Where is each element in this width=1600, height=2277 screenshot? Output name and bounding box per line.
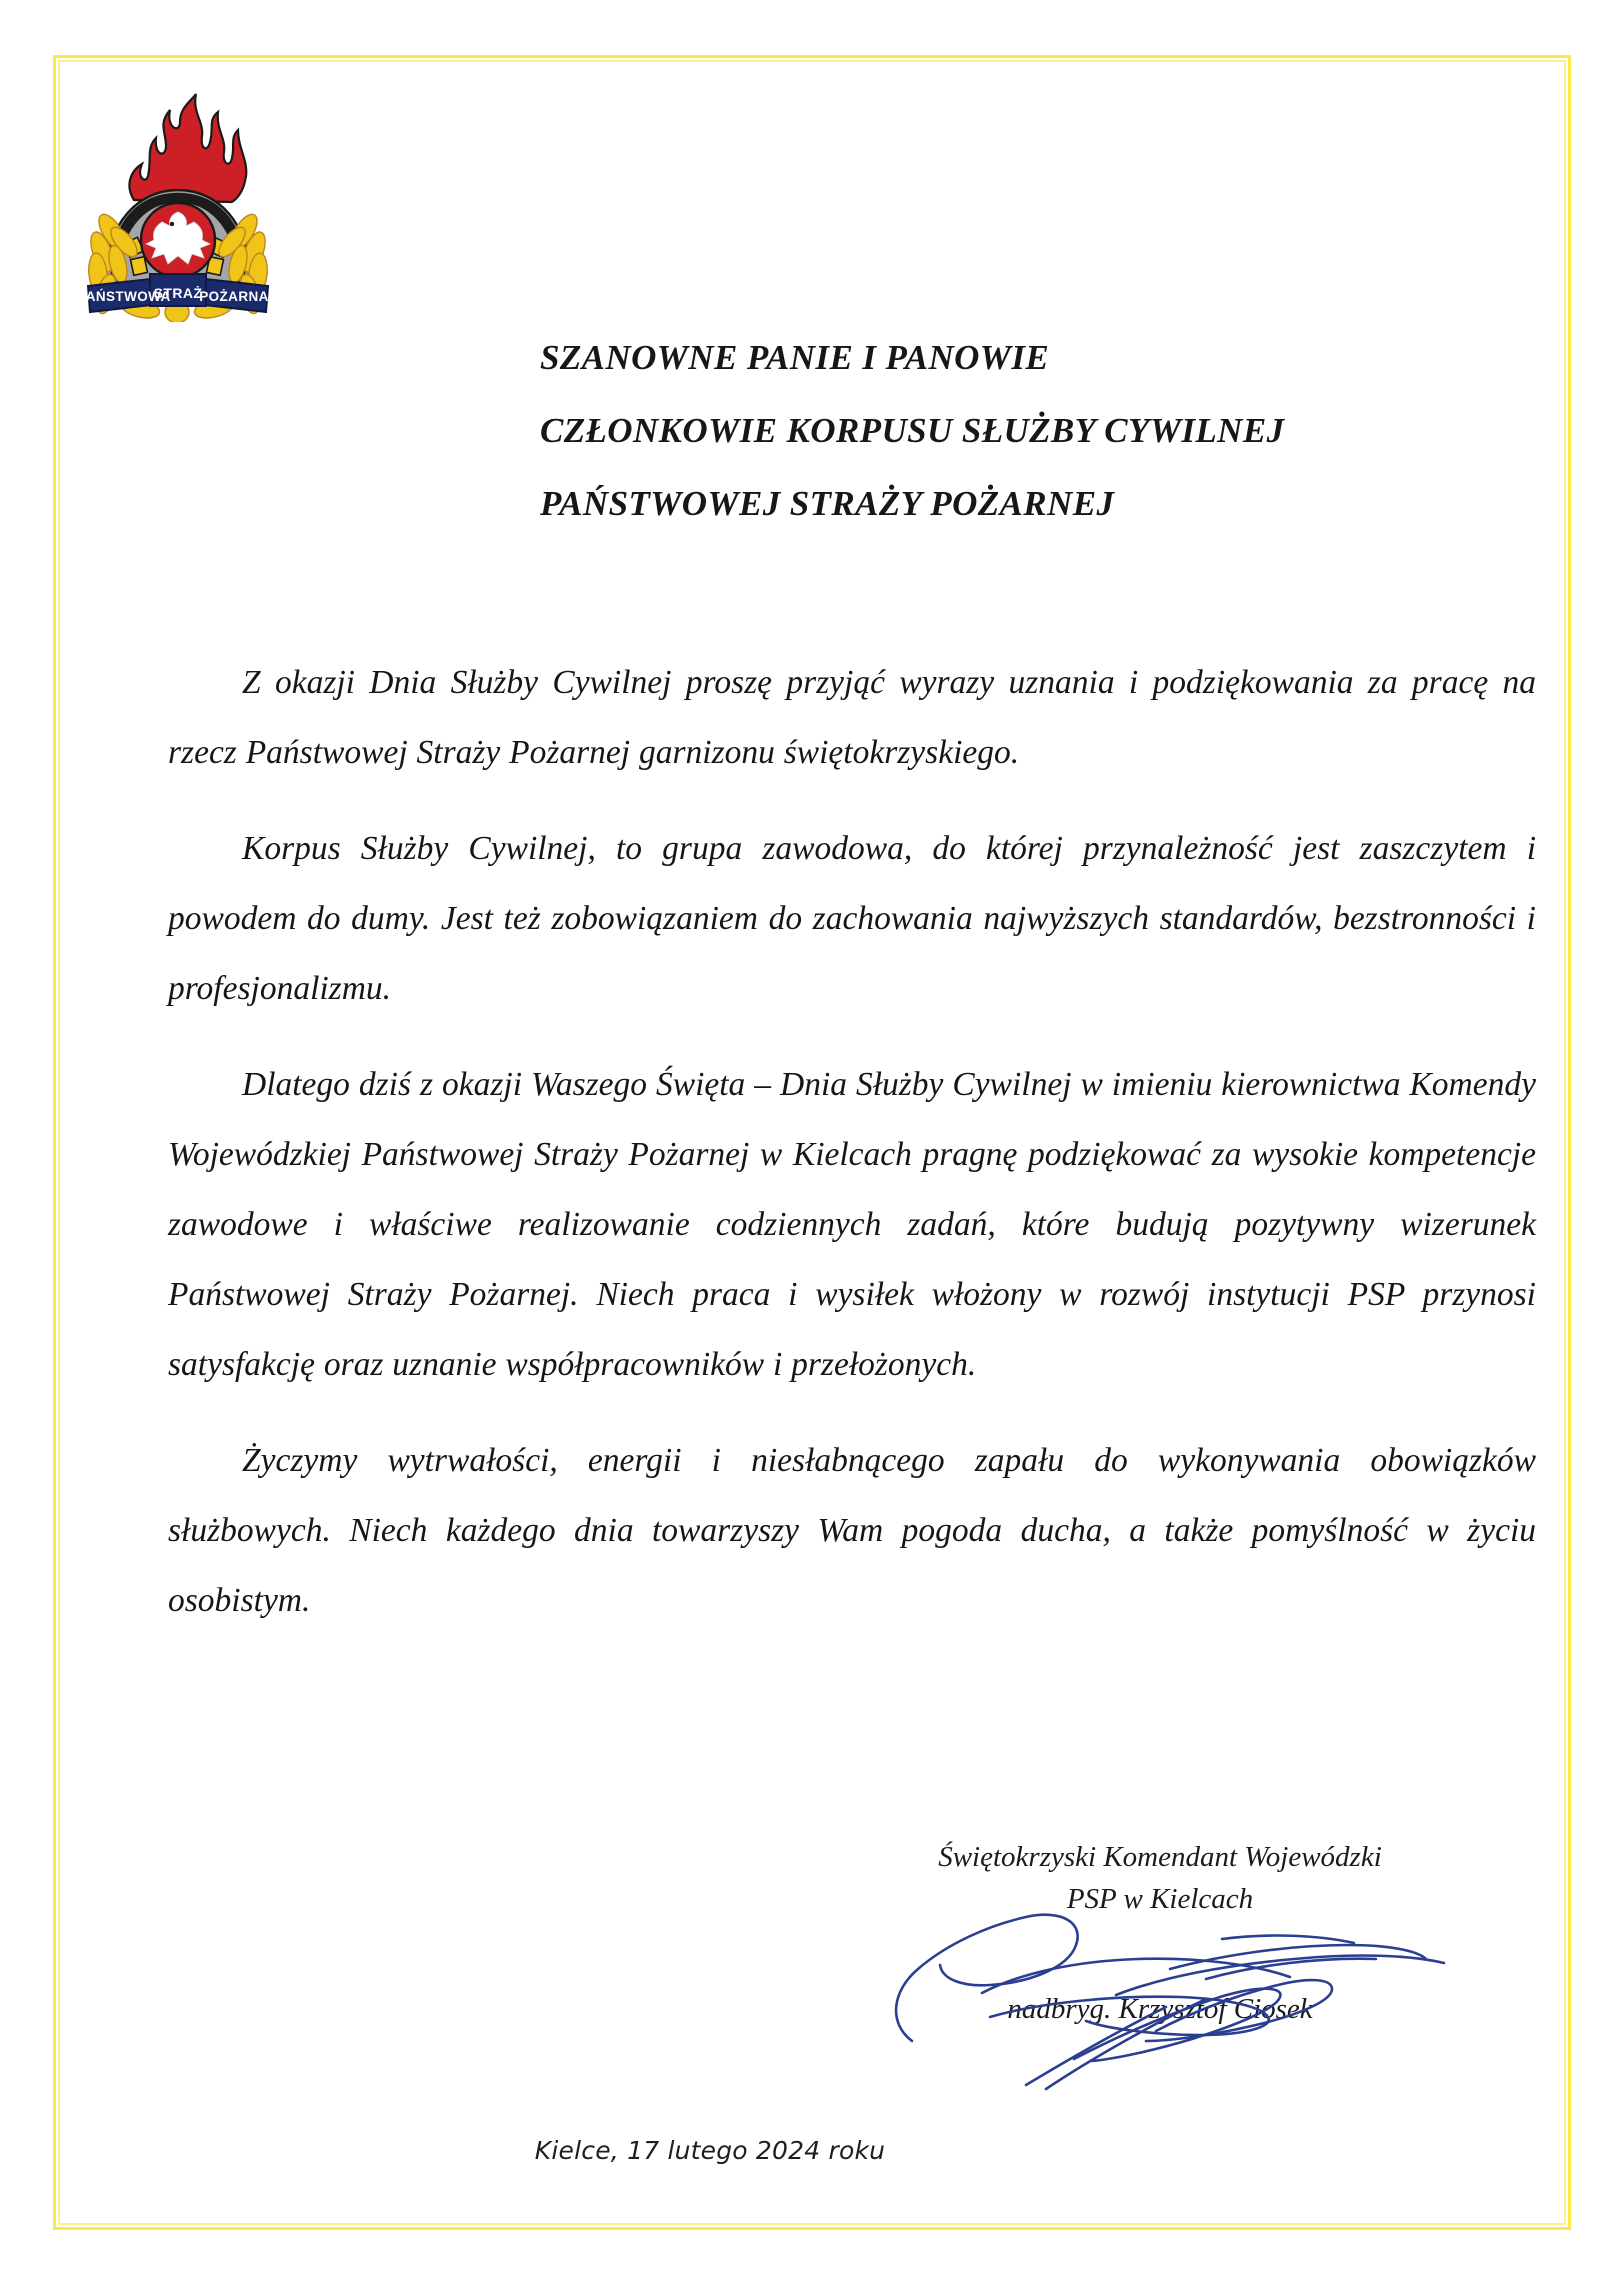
letter-body [168,648,1536,1636]
heading-line-3: PAŃSTWOWEJ STRAŻY POŻARNEJ [540,484,1115,523]
footer-place-date [0,2136,1600,2165]
letter-headings [540,340,1500,559]
svg-text:PAŃSTWOWA: PAŃSTWOWA [77,289,171,304]
signatory-title-line-1: Świętokrzyski Komendant Wojewódzki [938,1841,1382,1873]
signatory-name: nadbryg. Krzysztof Ciosek [1007,1993,1313,2025]
heading-line-2: CZŁONKOWIE KORPUSU SŁUŻBY CYWILNEJ [540,411,1285,450]
svg-text:POŻARNA: POŻARNA [199,289,269,304]
svg-text:STRAŻ: STRAŻ [153,285,203,301]
body-paragraph-4: Życzymy wytrwałości, energii i niesłabnącego zapału do wykonywania obowiązków służbowych. Niech każdego dnia towarzyszy Wam pogoda ducha, a także pomyślność w życiu osobistym. [168,1442,1536,1619]
body-paragraph-2: Korpus Służby Cywilnej, to grupa zawodowa, do której przynależność jest zaszczytem i powodem do dumy. Jest też zobowiązaniem do zachowania najwyższych standardów, bezstronności i profesjonalizmu. [168,830,1536,1007]
footer-place-date-text: Kielce, 17 lutego 2024 roku [534,2136,886,2165]
body-paragraph-1: Z okazji Dnia Służby Cywilnej proszę przyjąć wyrazy uznania i podziękowania za pracę na rzecz Państwowej Straży Pożarnej garnizonu świętokrzyskiego. [168,664,1536,771]
signature-block [860,1836,1460,2030]
psp-crest-icon [62,72,292,322]
heading-line-1: SZANOWNE PANIE I PANOWIE [540,338,1050,377]
signatory-title-line-2: PSP w Kielcach [1066,1883,1254,1915]
body-paragraph-3: Dlatego dziś z okazji Waszego Święta – Dnia Służby Cywilnej w imieniu kierownictwa Komendy Wojewódzkiej Państwowej Straży Pożarnej w Kielcach pragnę podziękować za wysokie kompetencje zawodowe i właściwe realizowanie codziennych zadań, które budują pozytywny wizerunek Państwowej Straży Pożarnej. Niech praca i wysiłek włożony w rozwój instytucji PSP przynosi satysfakcję oraz uznanie współpracowników i przełożonych. [168,1066,1536,1383]
